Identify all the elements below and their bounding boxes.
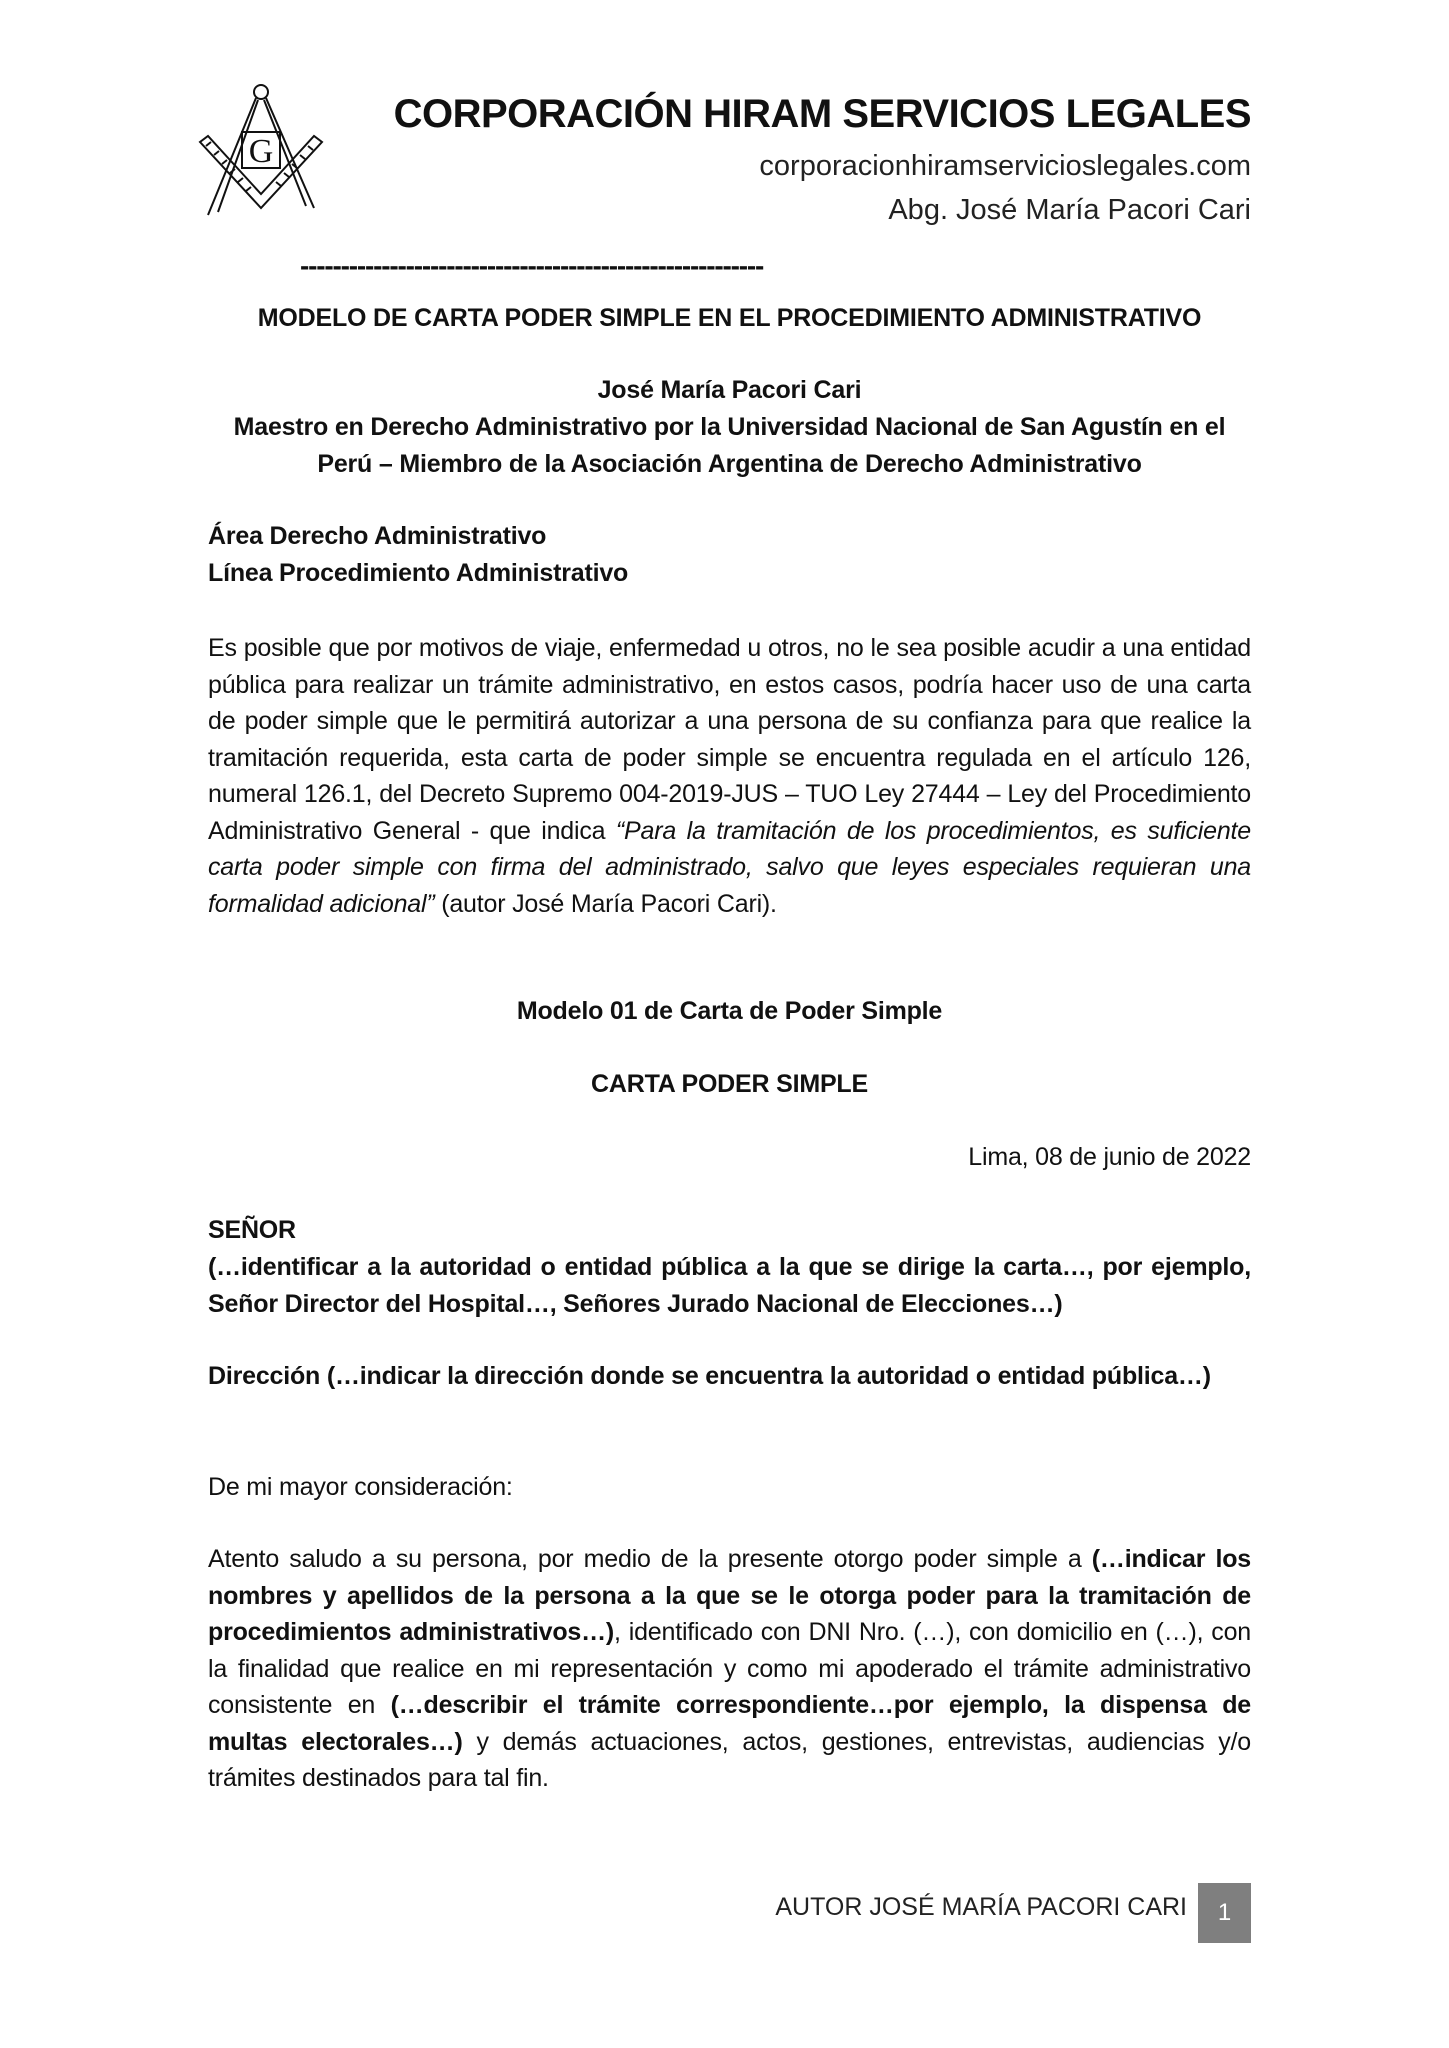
intro-quote: “Para la tramitación de los procedimientos, es suficiente carta poder simple con firma del administrado, salvo que leyes especiales requieran una formalidad adicional” xyxy=(208,816,1251,918)
lawyer-name: Abg. José María Pacori Cari xyxy=(888,194,1251,226)
model-heading: Modelo 01 de Carta de Poder Simple xyxy=(516,997,943,1025)
line-label: Línea Procedimiento Administrativo xyxy=(208,559,629,587)
address-hint: Dirección (…indicar la dirección donde se encuentra la autoridad o entidad pública…) xyxy=(208,1362,1211,1390)
footer-author: AUTOR JOSÉ MARÍA PACORI CARI xyxy=(775,1893,1187,1921)
area-label: Área Derecho Administrativo xyxy=(208,522,547,550)
author-name: José María Pacori Cari xyxy=(597,376,862,404)
website-text: corporacionhiramservicioslegales.com xyxy=(759,150,1251,182)
author-credentials: Maestro en Derecho Administrativo por la Universidad Nacional de San Agustín en el Perú – Miembro de la Asociación Argentina de Derecho Administrativo xyxy=(233,413,1226,478)
header-separator: --------------------------------------------------------- xyxy=(300,250,764,281)
body-text-1: Atento saludo a su persona, por medio de la presente otorgo poder simple a xyxy=(208,1545,1092,1573)
body-text-3: y demás actuaciones, actos, gestiones, entrevistas, audiencias y/o trámites destinados para tal fin. xyxy=(208,1727,1251,1792)
intro-text: Es posible que por motivos de viaje, enfermedad u otros, no le sea posible acudir a una entidad pública para realizar un trámite administrativo, en estos casos, podría hacer uso de una carta de poder simple que le permitirá autorizar a una persona de su confianza para que realice la tramitación requerida, esta carta de poder simple se encuentra regulada en el artículo 126, numeral 126.1, del Decreto Supremo 004-2019-JUS – TUO Ley 27444 – Ley del Procedimiento Administrativo General - que indica xyxy=(208,634,1251,845)
recipient-hint: (…identificar a la autoridad o entidad pública a la que se dirige la carta…, por ejemplo, Señor Director del Hospital…, Señores Jurado Nacional de Elecciones…) xyxy=(208,1253,1251,1318)
salutation-to: SEÑOR xyxy=(208,1216,296,1244)
document-title: MODELO DE CARTA PODER SIMPLE EN EL PROCEDIMIENTO ADMINISTRATIVO xyxy=(257,304,1202,332)
attorney-name-hint: (…indicar los nombres y apellidos de la persona a la que se le otorga poder para la tramitación de procedimientos administrativos…) xyxy=(208,1545,1251,1646)
body-text-2: , identificado con DNI Nro. (…), con domicilio en (…), con la finalidad que realice en mi representación y como mi apoderado el trámite administrativo consistente en xyxy=(208,1618,1252,1719)
procedure-hint: (…describir el trámite correspondiente…por ejemplo, la dispensa de multas electorales…) xyxy=(208,1691,1251,1756)
intro-attribution: (autor José María Pacori Cari). xyxy=(434,889,777,918)
greeting: De mi mayor consideración: xyxy=(208,1473,513,1501)
organization-name: CORPORACIÓN HIRAM SERVICIOS LEGALES xyxy=(393,92,1251,136)
place-date: Lima, 08 de junio de 2022 xyxy=(968,1143,1251,1171)
masonic-square-compass-logo xyxy=(196,80,326,220)
logo-letter: G xyxy=(248,133,274,170)
intro-paragraph xyxy=(208,630,1251,922)
letter-title: CARTA PODER SIMPLE xyxy=(591,1070,868,1098)
page-number: 1 xyxy=(1198,1883,1251,1943)
body-paragraph xyxy=(208,1541,1251,1797)
